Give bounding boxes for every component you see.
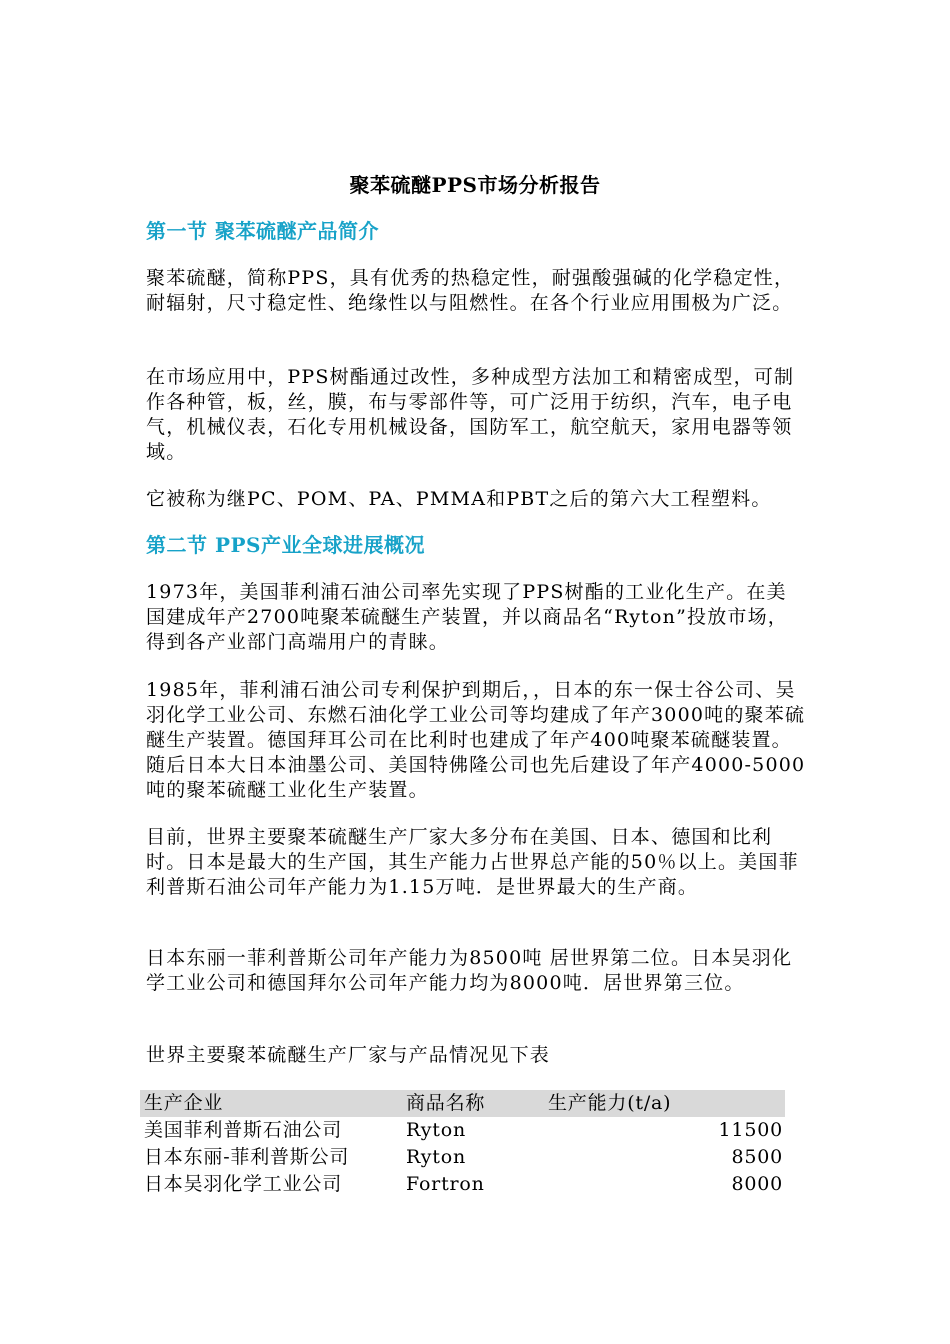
paragraph: 世界主要聚苯硫醚生产厂家与产品情况见下表 [146, 1044, 551, 1066]
section-heading-1: 第一节 聚苯硫醚产品简介 [146, 219, 379, 243]
table-row [140, 1144, 785, 1171]
section-heading-2: 第二节 PPS产业全球进展概况 [146, 533, 425, 557]
table-cell-capacity: 8000 [731, 1173, 783, 1195]
table-cell-capacity: 11500 [718, 1119, 783, 1141]
paragraph: 日本东丽一菲利普斯公司年产能力为8500吨 居世界第二位。日本吴羽化学工业公司和德国拜尔公司年产能力均为8000吨．居世界第三位。 [146, 947, 793, 994]
table-cell-brand: Ryton [406, 1119, 467, 1141]
table-header-cell: 生产能力(t/a) [548, 1092, 672, 1114]
table-cell-company: 美国菲利普斯石油公司 [144, 1119, 343, 1141]
table-cell-company: 日本东丽-菲利普斯公司 [144, 1146, 350, 1168]
table-cell-company: 日本吴羽化学工业公司 [144, 1173, 343, 1195]
table-header-row [140, 1090, 785, 1117]
table-cell-brand: Ryton [406, 1146, 467, 1168]
paragraph: 1985年，菲利浦石油公司专利保护到期后，，日本的东一保士谷公司、吴羽化学工业公司、东燃石油化学工业公司等均建成了年产3000吨的聚苯硫醚生产装置。德国拜耳公司在比利时也建成了年产400吨聚苯硫醚装置。随后日本大日本油墨公司、美国特佛隆公司也先后建设了年产4000-5000吨的聚苯硫醚工业化生产装置。 [146, 679, 806, 801]
table-row [140, 1171, 785, 1198]
table-header-cell: 生产企业 [144, 1092, 224, 1114]
paragraph: 在市场应用中，PPS树酯通过改性，多种成型方法加工和精密成型，可制作各种管，板，丝，膜，布与零部件等，可广泛用于纺织，汽车，电子电气，机械仪表，石化专用机械设备，国防军工，航空航天，家用电器等领域。 [146, 366, 795, 463]
paragraph: 聚苯硫醚，简称PPS，具有优秀的热稳定性，耐强酸强碱的化学稳定性，耐辐射，尺寸稳定性、绝缘性以与阻燃性。在各个行业应用围极为广泛。 [146, 267, 795, 314]
table-header-cell: 商品名称 [406, 1092, 486, 1114]
producers-table [140, 1090, 785, 1198]
table-row [140, 1117, 785, 1144]
paragraph: 1973年，美国菲利浦石油公司率先实现了PPS树酯的工业化生产。在美国建成年产2700吨聚苯硫醚生产装置，并以商品名“Ryton”投放市场，得到各产业部门高端用户的青睐。 [146, 581, 788, 653]
table-cell-brand: Fortron [406, 1173, 485, 1195]
paragraph: 它被称为继PC、POM、PA、PMMA和PBT之后的第六大工程塑料。 [146, 488, 772, 510]
table-cell-capacity: 8500 [731, 1146, 783, 1168]
paragraph: 目前，世界主要聚苯硫醚生产厂家大多分布在美国、日本、德国和比利时。日本是最大的生产国，其生产能力占世界总产能的50％以上。美国菲利普斯石油公司年产能力为1.15万吨．是世界最大的生产商。 [146, 826, 799, 898]
document-title: 聚苯硫醚PPS市场分析报告 [349, 173, 601, 197]
